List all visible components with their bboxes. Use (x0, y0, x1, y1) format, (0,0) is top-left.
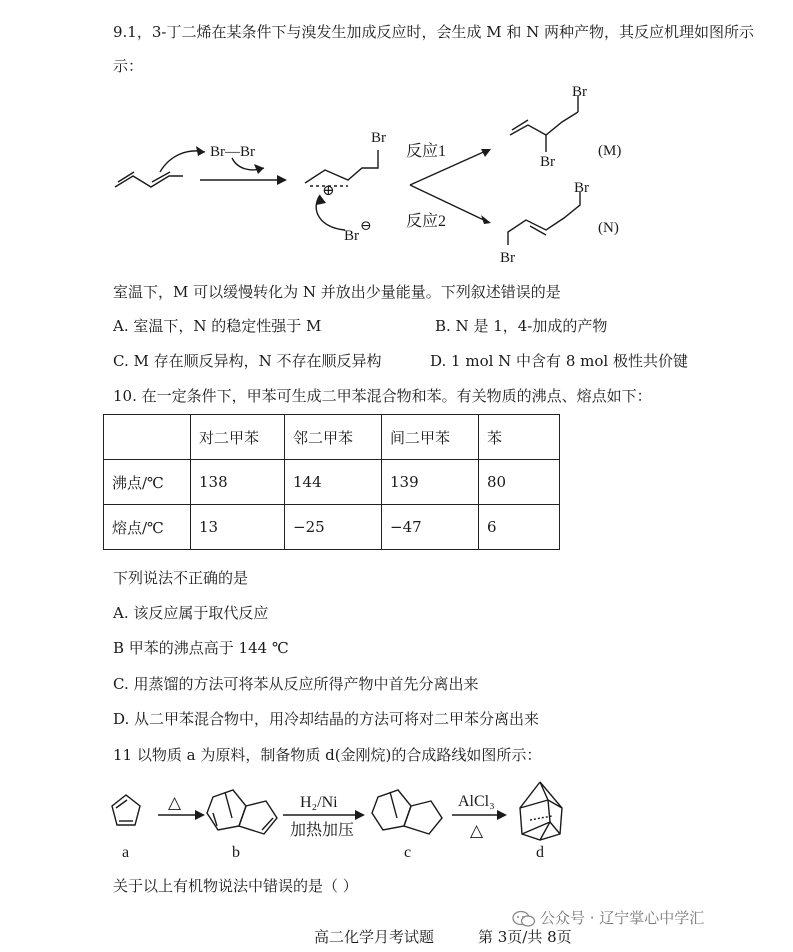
table-cell: 6 (479, 505, 560, 550)
q11-question: 关于以上有机物说法中错误的是（ ） (113, 877, 358, 895)
cation-plus-label: ⊕ (322, 183, 335, 199)
product-m-skeleton (510, 112, 578, 135)
q9-mechanism-scheme (0, 80, 793, 275)
table-cell: −47 (382, 505, 479, 550)
step1-label: △ (168, 793, 182, 812)
q9-option-c: C. M 存在顺反异构，N 不存在顺反异构 (113, 352, 382, 370)
q9-stem-line2: 示： (113, 57, 144, 75)
footer-title: 高二化学月考试题 (314, 928, 435, 946)
watermark (512, 907, 704, 928)
label-d: d (536, 844, 544, 861)
q10-stem: 10. 在一定条件下，甲苯可生成二甲苯混合物和苯。有关物质的沸点、熔点如下： (113, 387, 652, 405)
table-row (104, 505, 560, 550)
q11-stem: 11 以物质 a 为原料，制备物质 d(金刚烷)的合成路线如图所示： (113, 746, 542, 764)
allyl-cation-skeleton (305, 150, 378, 183)
table-cell: −25 (285, 505, 382, 550)
n-br-bottom: Br (500, 250, 515, 266)
step2-top-label: H₂/Ni (300, 794, 338, 811)
table-cell: 80 (479, 460, 560, 505)
table-cell: 138 (191, 460, 285, 505)
label-b: b (232, 844, 240, 861)
q10-option-b: B 甲苯的沸点高于 144 ℃ (113, 639, 289, 657)
table-cell: 144 (285, 460, 382, 505)
q9-stem-line1: 9.1，3-丁二烯在某条件下与溴发生加成反应时，会生成 M 和 N 两种产物，其反应机理如图所示 (113, 23, 755, 41)
q11-synthesis-scheme (0, 775, 793, 865)
step2-bottom-label: 加热加压 (290, 822, 355, 839)
table-row (104, 460, 560, 505)
q9-option-a: A. 室温下，N 的稳定性强于 M (113, 317, 322, 335)
table-cell: 139 (382, 460, 479, 505)
watermark-text: 公众号 · 辽宁掌心中学汇 (540, 909, 705, 927)
bromide-label: Br (344, 228, 359, 244)
bromide-minus-label: ⊖ (360, 219, 372, 234)
step3-bottom-label: △ (470, 821, 484, 840)
table-cell: 沸点/℃ (104, 460, 191, 505)
table-header-cell: 苯 (479, 415, 560, 460)
q10-option-d: D. 从二甲苯混合物中，用冷却结晶的方法可将对二甲苯分离出来 (113, 710, 540, 728)
path2-label: 反应2 (406, 213, 447, 230)
q9-option-b: B. N 是 1，4-加成的产物 (435, 317, 608, 335)
table-header-cell: 对二甲苯 (191, 415, 285, 460)
cation-br-label: Br (371, 130, 386, 146)
n-label: (N) (598, 220, 619, 236)
wechat-icon (512, 910, 536, 928)
q9-condition: 室温下，M 可以缓慢转化为 N 并放出少量能量。下列叙述错误的是 (113, 283, 561, 301)
molecule-c-ring2 (404, 801, 442, 834)
m-br-bottom: Br (540, 154, 555, 170)
label-c: c (404, 844, 412, 861)
table-cell: 13 (191, 505, 285, 550)
q10-option-a: A. 该反应属于取代反应 (113, 604, 269, 622)
table-header-row (104, 415, 560, 460)
product-n-skeleton (508, 192, 580, 245)
properties-table (103, 414, 560, 550)
br2-label: Br—Br (210, 144, 255, 160)
m-label: (M) (598, 143, 622, 159)
footer-page-number: 第 3页/共 8页 (478, 928, 572, 946)
m-br-top: Br (572, 84, 587, 100)
q10-question: 下列说法不正确的是 (113, 569, 249, 587)
n-br-top: Br (574, 180, 589, 196)
table-header-cell (104, 415, 191, 460)
molecule-b-ring2 (239, 801, 277, 834)
step3-top-label: AlCl₃ (458, 793, 495, 810)
molecule-d-adamantane (520, 782, 562, 840)
path1-label: 反应1 (406, 143, 447, 160)
table-header-cell: 邻二甲苯 (285, 415, 382, 460)
table-header-cell: 间二甲苯 (382, 415, 479, 460)
label-a: a (122, 844, 130, 861)
table-cell: 熔点/℃ (104, 505, 191, 550)
q9-option-d: D. 1 mol N 中含有 8 mol 极性共价键 (430, 352, 688, 370)
q10-option-c: C. 用蒸馏的方法可将苯从反应所得产物中首先分离出来 (113, 675, 479, 693)
